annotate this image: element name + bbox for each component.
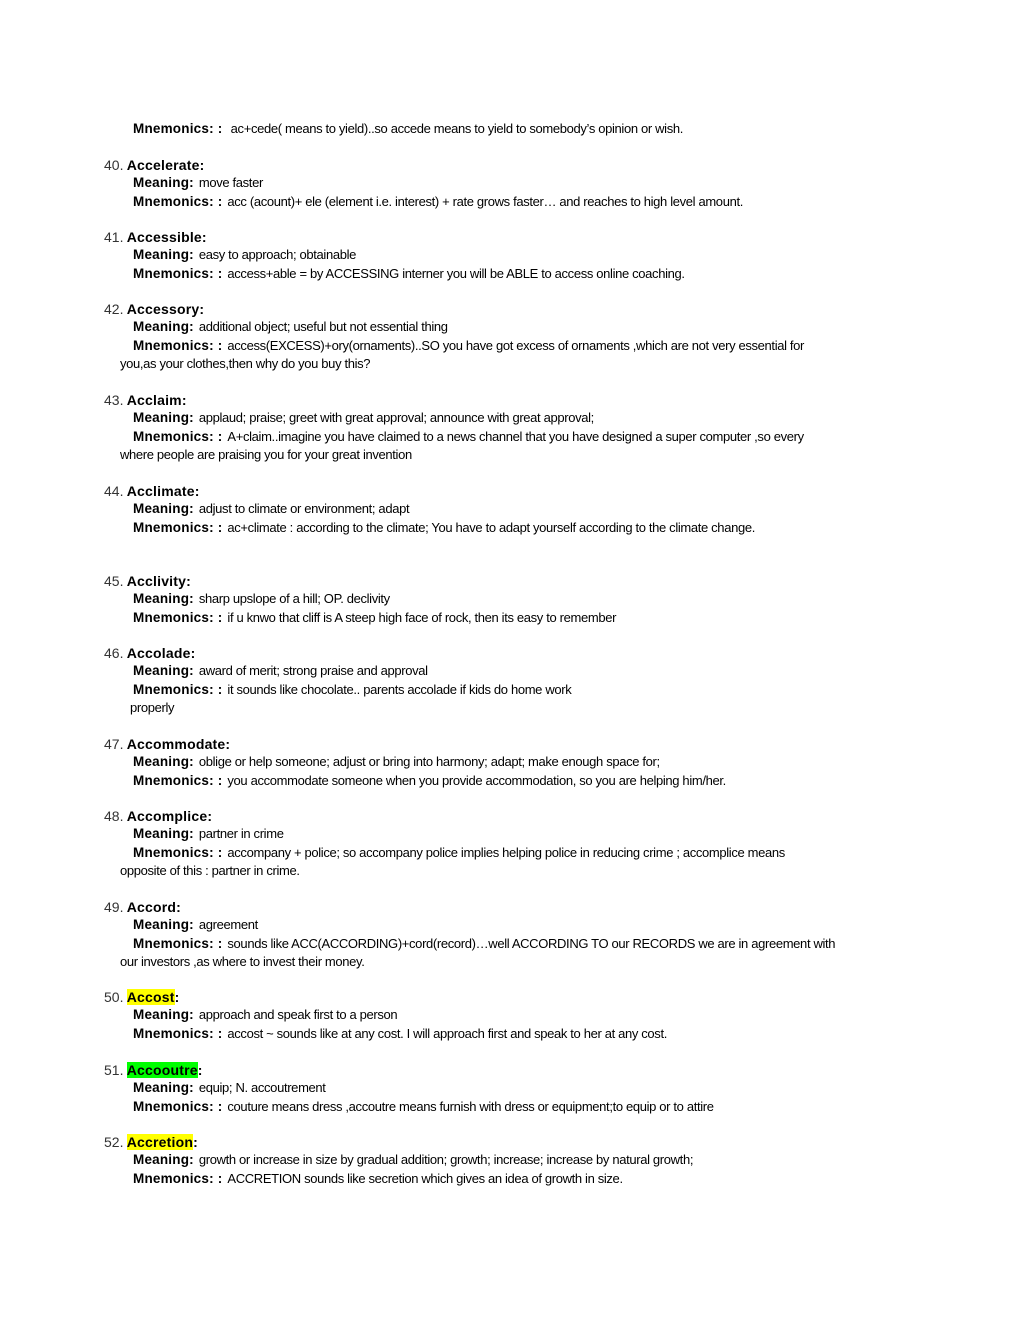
meaning-line (133, 1006, 397, 1024)
mnemonics-text: ac+climate : according to the climate; You have to adapt yourself according to the climate change. (227, 520, 755, 535)
entry-number: 42. (104, 301, 124, 317)
meaning-line (133, 590, 390, 608)
meaning-label: Meaning: (133, 410, 194, 425)
mnemonics-line (133, 681, 571, 699)
mnemonics-label: Mnemonics: : (133, 121, 223, 136)
colon: : (225, 736, 231, 752)
entry-word: Accelerate (126, 157, 200, 173)
entry-number: 50. (104, 989, 124, 1005)
colon: : (197, 1062, 203, 1078)
mnemonics-line (133, 772, 726, 790)
mnemonics-line (133, 1170, 623, 1188)
continuation-text: opposite of this : partner in crime. (120, 863, 300, 878)
mnemonics-label: Mnemonics: : (133, 936, 223, 951)
meaning-line (133, 1079, 326, 1097)
entry-heading (104, 735, 230, 754)
mnemonics-text: couture means dress ,accoutre means furnish with dress or equipment;to equip or to attire (227, 1099, 714, 1114)
meaning-text: partner in crime (198, 826, 284, 841)
mnemonics-line (133, 265, 685, 283)
entry-heading (104, 482, 200, 501)
meaning-text: oblige or help someone; adjust or bring into harmony; adapt; make enough space for; (198, 754, 660, 769)
mnemonics-label: Mnemonics: : (133, 682, 223, 697)
meaning-text: approach and speak first to a person (198, 1007, 398, 1022)
entry-number: 43. (104, 392, 124, 408)
mnemonics-text: if u knwo that cliff is A steep high face of rock, then its easy to remember (227, 610, 617, 625)
meaning-label: Meaning: (133, 1152, 194, 1167)
entry-heading (104, 572, 191, 591)
mnemonics-label: Mnemonics: : (133, 610, 223, 625)
mnemonics-text: you accommodate someone when you provide accommodation, so you are helping him/her. (227, 773, 726, 788)
entry-word: Accommodate (126, 736, 226, 752)
entry-number: 49. (104, 899, 124, 915)
colon: : (190, 645, 196, 661)
meaning-label: Meaning: (133, 754, 194, 769)
mnemonics-continuation (120, 355, 370, 373)
mnemonics-continuation (120, 953, 365, 971)
mnemonics-text: ac+cede( means to yield)..so accede means to yield to somebody’s opinion or wish. (230, 121, 683, 136)
mnemonics-text: ACCRETION sounds like secretion which gives an idea of growth in size. (227, 1171, 623, 1186)
meaning-label: Meaning: (133, 1007, 194, 1022)
mnemonics-line (133, 193, 743, 211)
meaning-line (133, 1151, 693, 1169)
meaning-line (133, 662, 428, 680)
mnemonics-line (133, 844, 785, 862)
entry-word: Accost (126, 989, 175, 1005)
mnemonics-line (133, 428, 804, 446)
meaning-text: applaud; praise; greet with great approval; announce with great approval; (198, 410, 594, 425)
mnemonics-text: A+claim..imagine you have claimed to a news channel that you have designed a super computer ,so every (227, 429, 804, 444)
meaning-text: equip; N. accoutrement (198, 1080, 326, 1095)
mnemonics-continuation (120, 862, 300, 880)
meaning-label: Meaning: (133, 501, 194, 516)
meaning-text: sharp upslope of a hill; OP. declivity (198, 591, 390, 606)
mnemonics-line (133, 337, 804, 355)
entry-heading (104, 807, 212, 826)
entry-heading (104, 644, 195, 663)
entry-number: 45. (104, 573, 124, 589)
colon: : (199, 301, 205, 317)
mnemonics-label: Mnemonics: : (133, 773, 223, 788)
mnemonics-continuation (120, 446, 412, 464)
mnemonics-label: Mnemonics: : (133, 1171, 223, 1186)
meaning-line (133, 246, 356, 264)
mnemonics-text: accompany + police; so accompany police implies helping police in reducing crime ; accomplice means (227, 845, 785, 860)
meaning-label: Meaning: (133, 319, 194, 334)
entry-heading (104, 300, 204, 319)
mnemonics-line (133, 120, 683, 138)
entry-number: 52. (104, 1134, 124, 1150)
colon: : (186, 573, 191, 589)
entry-heading (104, 228, 207, 247)
meaning-text: agreement (198, 917, 258, 932)
mnemonics-continuation (130, 699, 174, 717)
entry-word: Accessible (126, 229, 202, 245)
mnemonics-label: Mnemonics: : (133, 520, 223, 535)
mnemonics-line (133, 935, 835, 953)
entry-word: Accord (126, 899, 177, 915)
entry-word: Accessory (126, 301, 200, 317)
mnemonics-line (133, 609, 616, 627)
continuation-text: our investors ,as where to invest their money. (120, 954, 365, 969)
meaning-text: move faster (198, 175, 263, 190)
entry-number: 44. (104, 483, 124, 499)
mnemonics-line (133, 1098, 714, 1116)
mnemonics-label: Mnemonics: : (133, 338, 223, 353)
continuation-text: where people are praising you for your great invention (120, 447, 412, 462)
meaning-label: Meaning: (133, 247, 194, 262)
meaning-line (133, 916, 258, 934)
entry-word: Acclivity (126, 573, 187, 589)
colon: : (176, 899, 182, 915)
entry-number: 47. (104, 736, 124, 752)
meaning-text: additional object; useful but not essential thing (198, 319, 448, 334)
mnemonics-text: access(EXCESS)+ory(ornaments)..SO you have got excess of ornaments ,which are not very essential for (227, 338, 805, 353)
colon: : (207, 808, 213, 824)
mnemonics-line (133, 519, 755, 537)
meaning-label: Meaning: (133, 1080, 194, 1095)
colon: : (193, 1134, 198, 1150)
mnemonics-line (133, 1025, 667, 1043)
meaning-text: adjust to climate or environment; adapt (198, 501, 410, 516)
meaning-line (133, 500, 409, 518)
mnemonics-label: Mnemonics: : (133, 429, 223, 444)
entry-word: Acclimate (126, 483, 195, 499)
entry-word: Acclaim (126, 392, 182, 408)
meaning-line (133, 318, 448, 336)
entry-number: 51. (104, 1062, 124, 1078)
entry-heading (104, 391, 187, 410)
colon: : (199, 157, 205, 173)
meaning-line (133, 825, 284, 843)
meaning-line (133, 753, 660, 771)
meaning-label: Meaning: (133, 826, 194, 841)
meaning-label: Meaning: (133, 175, 194, 190)
meaning-line (133, 409, 594, 427)
mnemonics-label: Mnemonics: : (133, 1099, 223, 1114)
meaning-label: Meaning: (133, 663, 194, 678)
entry-number: 41. (104, 229, 124, 245)
colon: : (194, 483, 200, 499)
colon: : (174, 989, 180, 1005)
entry-word: Accomplice (126, 808, 208, 824)
colon: : (201, 229, 207, 245)
entry-word: Accolade (126, 645, 191, 661)
mnemonics-text: it sounds like chocolate.. parents accolade if kids do home work (227, 682, 572, 697)
continuation-text: properly (130, 700, 175, 715)
entry-word: Accooutre (126, 1062, 198, 1078)
mnemonics-text: accost ~ sounds like at any cost. I will approach first and speak to her at any cost. (227, 1026, 667, 1041)
entry-number: 40. (104, 157, 124, 173)
mnemonics-label: Mnemonics: : (133, 194, 223, 209)
entry-heading (104, 988, 180, 1007)
entry-heading (104, 1061, 203, 1080)
meaning-text: growth or increase in size by gradual addition; growth; increase; increase by natural growth; (198, 1152, 694, 1167)
entry-number: 46. (104, 645, 124, 661)
meaning-text: easy to approach; obtainable (198, 247, 357, 262)
entry-heading (104, 898, 181, 917)
entry-number: 48. (104, 808, 124, 824)
meaning-label: Meaning: (133, 917, 194, 932)
mnemonics-text: acc (acount)+ ele (element i.e. interest) + rate grows faster… and reaches to high level amount. (227, 194, 743, 209)
meaning-line (133, 174, 263, 192)
entry-heading (104, 1133, 198, 1152)
meaning-label: Meaning: (133, 591, 194, 606)
mnemonics-label: Mnemonics: : (133, 266, 223, 281)
mnemonics-text: sounds like ACC(ACCORDING)+cord(record)…well ACCORDING TO our RECORDS we are in agreement with (227, 936, 836, 951)
entry-heading (104, 156, 204, 175)
mnemonics-text: access+able = by ACCESSING interner you will be ABLE to access online coaching. (227, 266, 685, 281)
entry-word: Accretion (126, 1134, 194, 1150)
continuation-text: you,as your clothes,then why do you buy this? (120, 356, 371, 371)
colon: : (181, 392, 187, 408)
mnemonics-label: Mnemonics: : (133, 845, 223, 860)
mnemonics-label: Mnemonics: : (133, 1026, 223, 1041)
meaning-text: award of merit; strong praise and approval (198, 663, 428, 678)
